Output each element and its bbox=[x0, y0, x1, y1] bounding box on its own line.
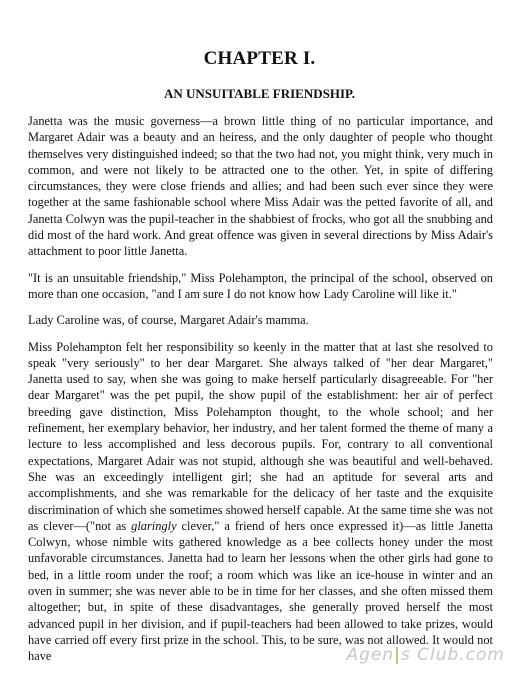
chapter-title: CHAPTER I. bbox=[203, 48, 316, 69]
watermark-separator-icon: | bbox=[394, 645, 401, 665]
paragraph-3: Lady Caroline was, of course, Margaret Adair's mamma. bbox=[28, 313, 309, 328]
paragraph-4 bbox=[28, 339, 493, 665]
paragraph-2: "It is an unsuitable friendship," Miss Polehampton, the principal of the school, observed on more than one occasion, "and I am sure I do not know how Lady Caroline will like it." bbox=[28, 270, 493, 301]
watermark-part-2: s bbox=[400, 645, 411, 665]
watermark-part-1: Agen bbox=[346, 645, 395, 665]
paragraph-4-text-a: Miss Polehampton felt her responsibility so keenly in the matter that at last she resolved to speak "very seriously" to her dear Margaret. She always talked of "her dear Margaret," Janetta used to say, when she was going to make herself particularly disagreeable. For "her dear Margaret" was the pet pupil, the show pupil of the establishment: her air of perfect breeding gave distinction, Miss Polehampton thought, to the whole school; and her refinement, her exemplary behavior, her industry, and her talent formed the theme of many a lecture to less accomplished and less decorous pupils. For, contrary to all conventional expectations, Margaret Adair was not stupid, although she was beautiful and well-behaved. She was an exceedingly intelligent girl; she had an aptitude for several arts and accomplishments, and she was remarkable for the delicacy of her taste and the exquisite discrimination of which she sometimes showed herself capable. At the same time she was not as clever—("not as bbox=[28, 339, 493, 533]
watermark-part-3: Club.com bbox=[417, 645, 505, 665]
paragraph-4-italic: glaringly bbox=[131, 518, 177, 533]
paragraph-1: Janetta was the music governess—a brown little thing of no particular importance, and Margaret Adair was a beauty and an heiress, and the only daughter of people who thought themselves very distinguished indeed; so that the two had not, you might think, very much in common, and were not likely to be attracted one to the other. Yet, in spite of differing circumstances, they were close friends and allies; and had been such ever since they were together at the same fashionable school where Miss Adair was the petted favorite of all, and Janetta Colwyn was the pupil-teacher in the shabbiest of frocks, who got all the snubbing and did most of the hard work. And great offence was given in several directions by Miss Adair's attachment to poor little Janetta. bbox=[28, 114, 493, 259]
watermark-logo bbox=[346, 645, 505, 665]
paragraph-4-text-b: clever," a friend of hers once expressed it)—as little Janetta Colwyn, whose nimble wits gathered knowledge as a bee collects honey under the most unfavorable circumstances. Janetta had to learn her lessons when the other girls had gone to bed, in a little room under the roof; a room which was like an ice-house in winter and an oven in summer; she was never able to be in time for her classes, and she often missed them altogether; but, in spite of these disadvantages, she generally proved herself the most advanced pupil in her division, and if pupil-teachers had been allowed to take prizes, would have carried off every first prize in the school. This, to be sure, was not allowed. It would not have bbox=[28, 518, 494, 664]
body-text bbox=[28, 113, 493, 665]
chapter-subtitle: AN UNSUITABLE FRIENDSHIP. bbox=[163, 86, 356, 101]
